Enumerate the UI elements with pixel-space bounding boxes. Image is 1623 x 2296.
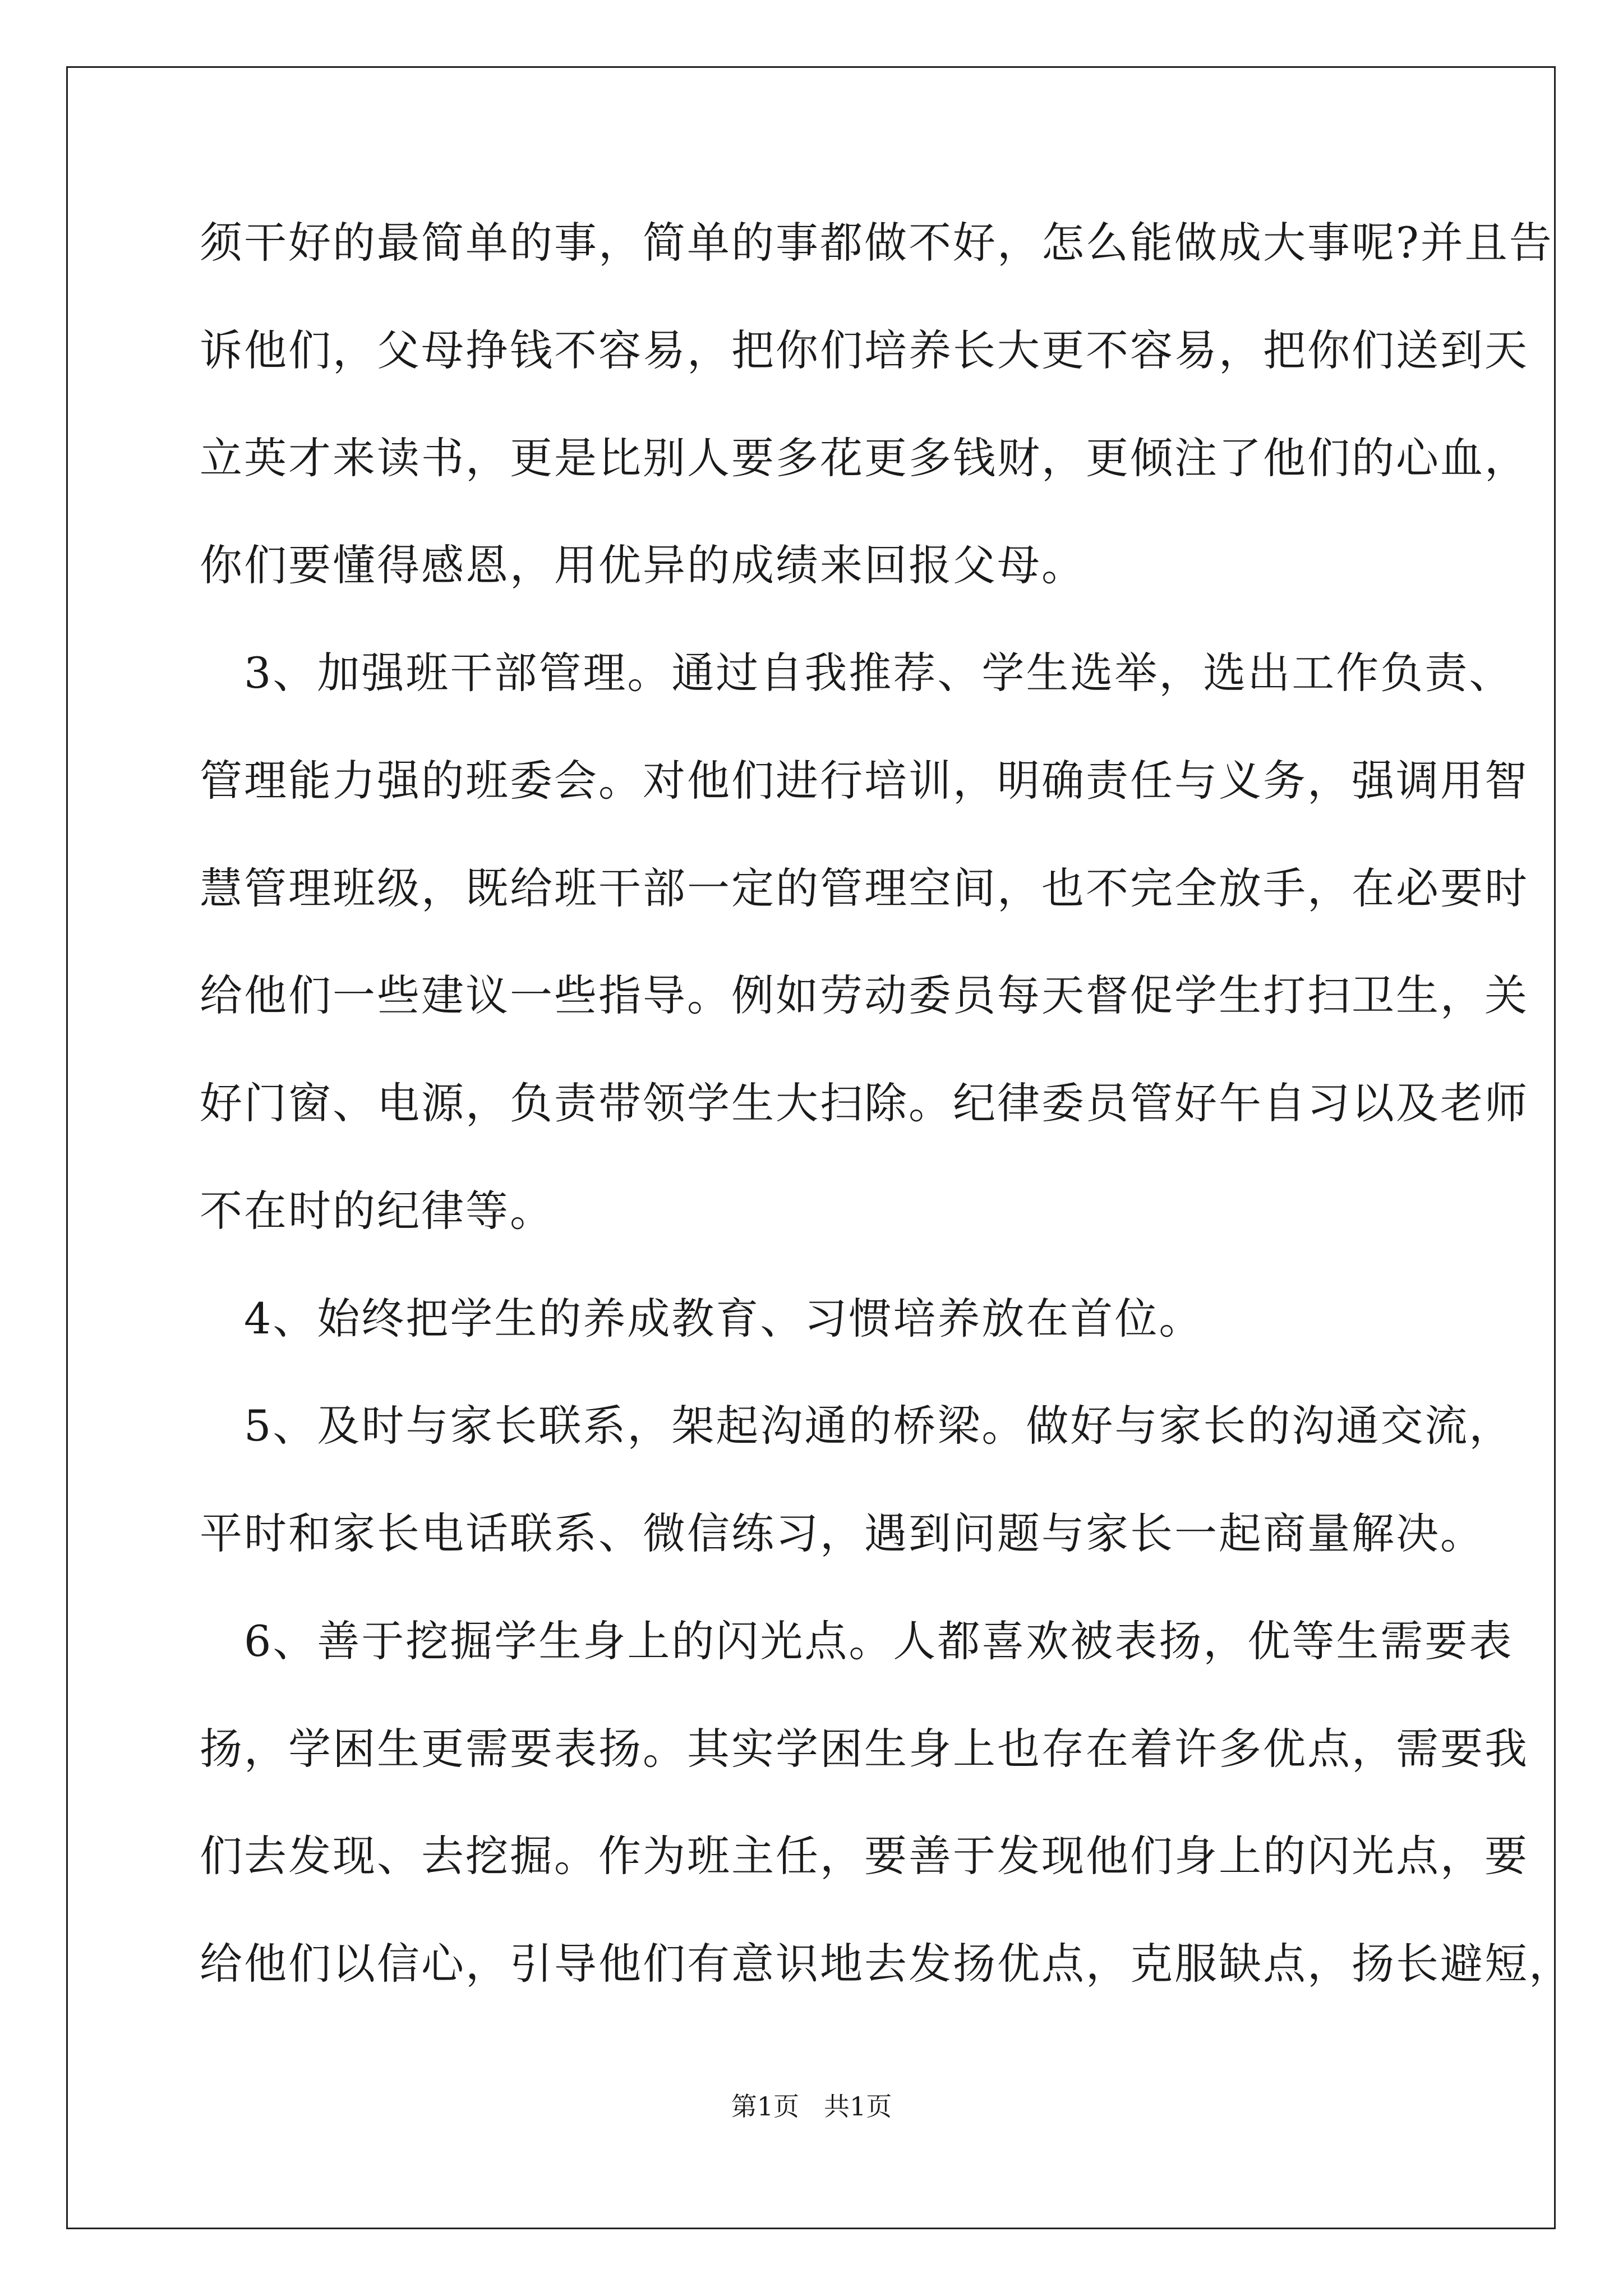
- text-line: 扬，学困生更需要表扬。其实学困生身上也存在着许多优点，需要我: [200, 1724, 1529, 1774]
- text-line: 你们要懂得感恩，用优异的成绩来回报父母。: [200, 540, 1086, 590]
- page-border: [66, 66, 1556, 2229]
- text-line: 4、始终把学生的养成教育、习惯培养放在首位。: [200, 1294, 1204, 1343]
- text-line: 平时和家长电话联系、微信练习，遇到问题与家长一起商量解决。: [200, 1508, 1484, 1558]
- page-footer: [0, 2090, 1623, 2123]
- text-line: 们去发现、去挖掘。作为班主任，要善于发现他们身上的闪光点，要: [200, 1831, 1529, 1881]
- page-number: 第1页: [731, 2091, 799, 2122]
- page-total: 共1页: [824, 2091, 892, 2122]
- text-line: 给他们一些建议一些指导。例如劳动委员每天督促学生打扫卫生，关: [200, 970, 1529, 1020]
- text-line: 须干好的最简单的事，简单的事都做不好，怎么能做成大事呢?并且告: [200, 218, 1553, 268]
- text-line: 好门窗、电源，负责带领学生大扫除。纪律委员管好午自习以及老师: [200, 1078, 1529, 1128]
- text-line: 3、加强班干部管理。通过自我推荐、学生选举，选出工作负责、: [200, 648, 1514, 698]
- text-line: 诉他们，父母挣钱不容易，把你们培养长大更不容易，把你们送到天: [200, 325, 1529, 375]
- text-line: 不在时的纪律等。: [200, 1186, 554, 1236]
- text-line: 5、及时与家长联系，架起沟通的桥梁。做好与家长的沟通交流，: [200, 1401, 1514, 1451]
- text-line: 6、善于挖掘学生身上的闪光点。人都喜欢被表扬，优等生需要表: [200, 1616, 1514, 1666]
- text-line: 慧管理班级，既给班干部一定的管理空间，也不完全放手，在必要时: [200, 863, 1529, 913]
- text-line: 立英才来读书，更是比别人要多花更多钱财，更倾注了他们的心血，: [200, 433, 1529, 483]
- text-line: 管理能力强的班委会。对他们进行培训，明确责任与义务，强调用智: [200, 756, 1529, 806]
- text-line: 给他们以信心，引导他们有意识地去发扬优点，克服缺点，扬长避短，: [200, 1939, 1573, 1989]
